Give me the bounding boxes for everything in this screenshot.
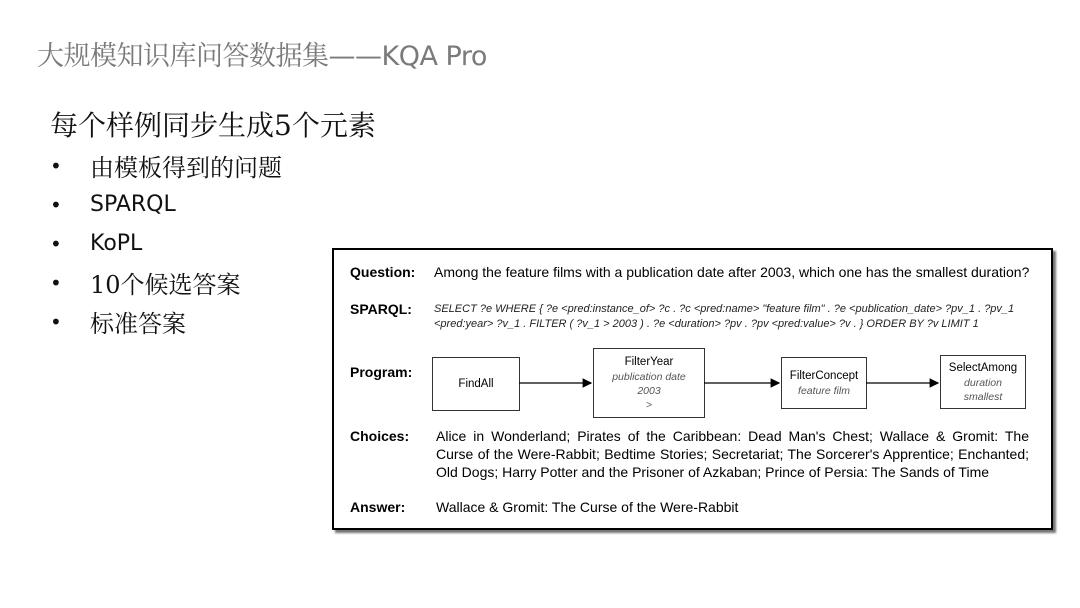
node-argument: > [645, 398, 653, 411]
list-item-text: 由模板得到的问题 [90, 154, 282, 182]
answer-label: Answer: [350, 499, 406, 515]
bullet-icon: • [50, 192, 62, 217]
bullet-icon: • [50, 153, 62, 178]
program-flow-arrows [334, 250, 1051, 528]
node-argument: feature film [798, 384, 850, 397]
choices-label: Choices: [350, 428, 410, 444]
example-figure [332, 248, 1053, 530]
answer-text: Wallace & Gromit: The Curse of the Were-Rabbit [436, 499, 739, 515]
node-function: FindAll [458, 377, 494, 390]
list-item [50, 146, 282, 185]
node-function: FilterConcept [789, 369, 859, 382]
list-item-text: 标准答案 [90, 310, 186, 338]
list-item [50, 302, 282, 341]
list-item-text: SPARQL [90, 192, 176, 217]
node-argument: 2003 [637, 384, 661, 397]
node-argument: smallest [963, 390, 1003, 403]
question-label: Question: [350, 264, 416, 280]
program-label: Program: [350, 364, 413, 380]
node-argument: duration [964, 376, 1002, 389]
choices-text: Alice in Wonderland; Pirates of the Caribbean: Dead Man's Chest; Wallace & Gromit: The Curse of the Were-Rabbit; Bedtime Stories; Secretariat; The Sorcerer's Apprentice; Enchanted; Old Dogs; Harry Potter and the Prisoner of Azkaban; Prince of Persia: The Sands of Time [436, 428, 1029, 480]
slide-title: 大规模知识库问答数据集——KQA Pro [37, 41, 487, 72]
list-item [50, 224, 282, 263]
sparql-label: SPARQL: [350, 301, 412, 317]
bullet-icon: • [50, 231, 62, 256]
list-item [50, 185, 282, 224]
intro-heading: 每个样例同步生成5个元素 [50, 109, 376, 142]
node-argument: publication date [612, 370, 686, 383]
sparql-query: SELECT ?e WHERE { ?e <pred:instance_of> ?c . ?c <pred:name> "feature film" . ?e <publication_date> ?pv_1 . ?pv_1 <pred:year> ?v_1 . FILTER ( ?v_1 > 2003 ) . ?e <duration> ?pv . ?pv <pred:value> ?v . } ORDER BY ?v LIMIT 1 [434, 303, 1015, 330]
bullet-icon: • [50, 309, 62, 334]
node-function: FilterYear [624, 355, 674, 368]
node-function: SelectAmong [948, 361, 1018, 374]
list-item-text: 10个候选答案 [90, 271, 241, 299]
list-item-text: KoPL [90, 231, 143, 256]
question-text: Among the feature films with a publication date after 2003, which one has the smallest duration? [434, 264, 1030, 280]
bullet-icon: • [50, 270, 62, 295]
element-list [50, 146, 282, 341]
list-item [50, 263, 282, 302]
